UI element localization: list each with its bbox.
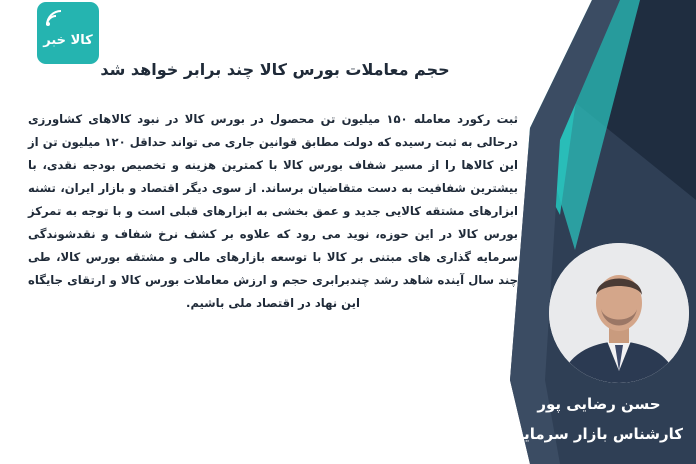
logo-text: کالا خبر <box>43 32 93 48</box>
person-name: حسن رضایی پور <box>537 395 661 413</box>
person-photo <box>549 243 689 383</box>
article-body: ثبت رکورد معامله ۱۵۰ میلیون تن محصول در بورس کالا در نبود کالاهای کشاورزی درحالی به ثبت رسیده که دولت مطابق قوانین جاری می تواند حداقل ۱۲۰ میلیون تن از این کالاها را از مسیر شفاف بورس کالا با کمترین هزینه و تخصیص بودجه نقدی، با بیشترین شفافیت به دست متقاضیان برساند. از سوی دیگر اقتصاد و بازار ایران، تشنه ابزارهای مشتقه کالایی جدید و عمق بخشی به ابزارهای قبلی است و با توجه به تمرکز بورس کالا در این حوزه، نوید می رود که علاوه بر کشف نرخ شفاف و نقدشوندگی سرمایه گذاری های مبتنی بر کالا با توسعه بازارهای مالی و مشتقه بورس کالا، طی چند سال آینده شاهد رشد چندبرابری حجم و ارزش معاملات بورس کالا و ارتقای جایگاه این نهاد در اقتصاد ملی باشیم. <box>28 112 519 310</box>
kala-khabar-logo <box>37 2 99 64</box>
headline: حجم معاملات بورس کالا چند برابر خواهد شد <box>100 60 450 79</box>
signal-waves-icon <box>45 9 63 27</box>
person-role: کارشناس بازار سرمایه <box>514 425 684 443</box>
